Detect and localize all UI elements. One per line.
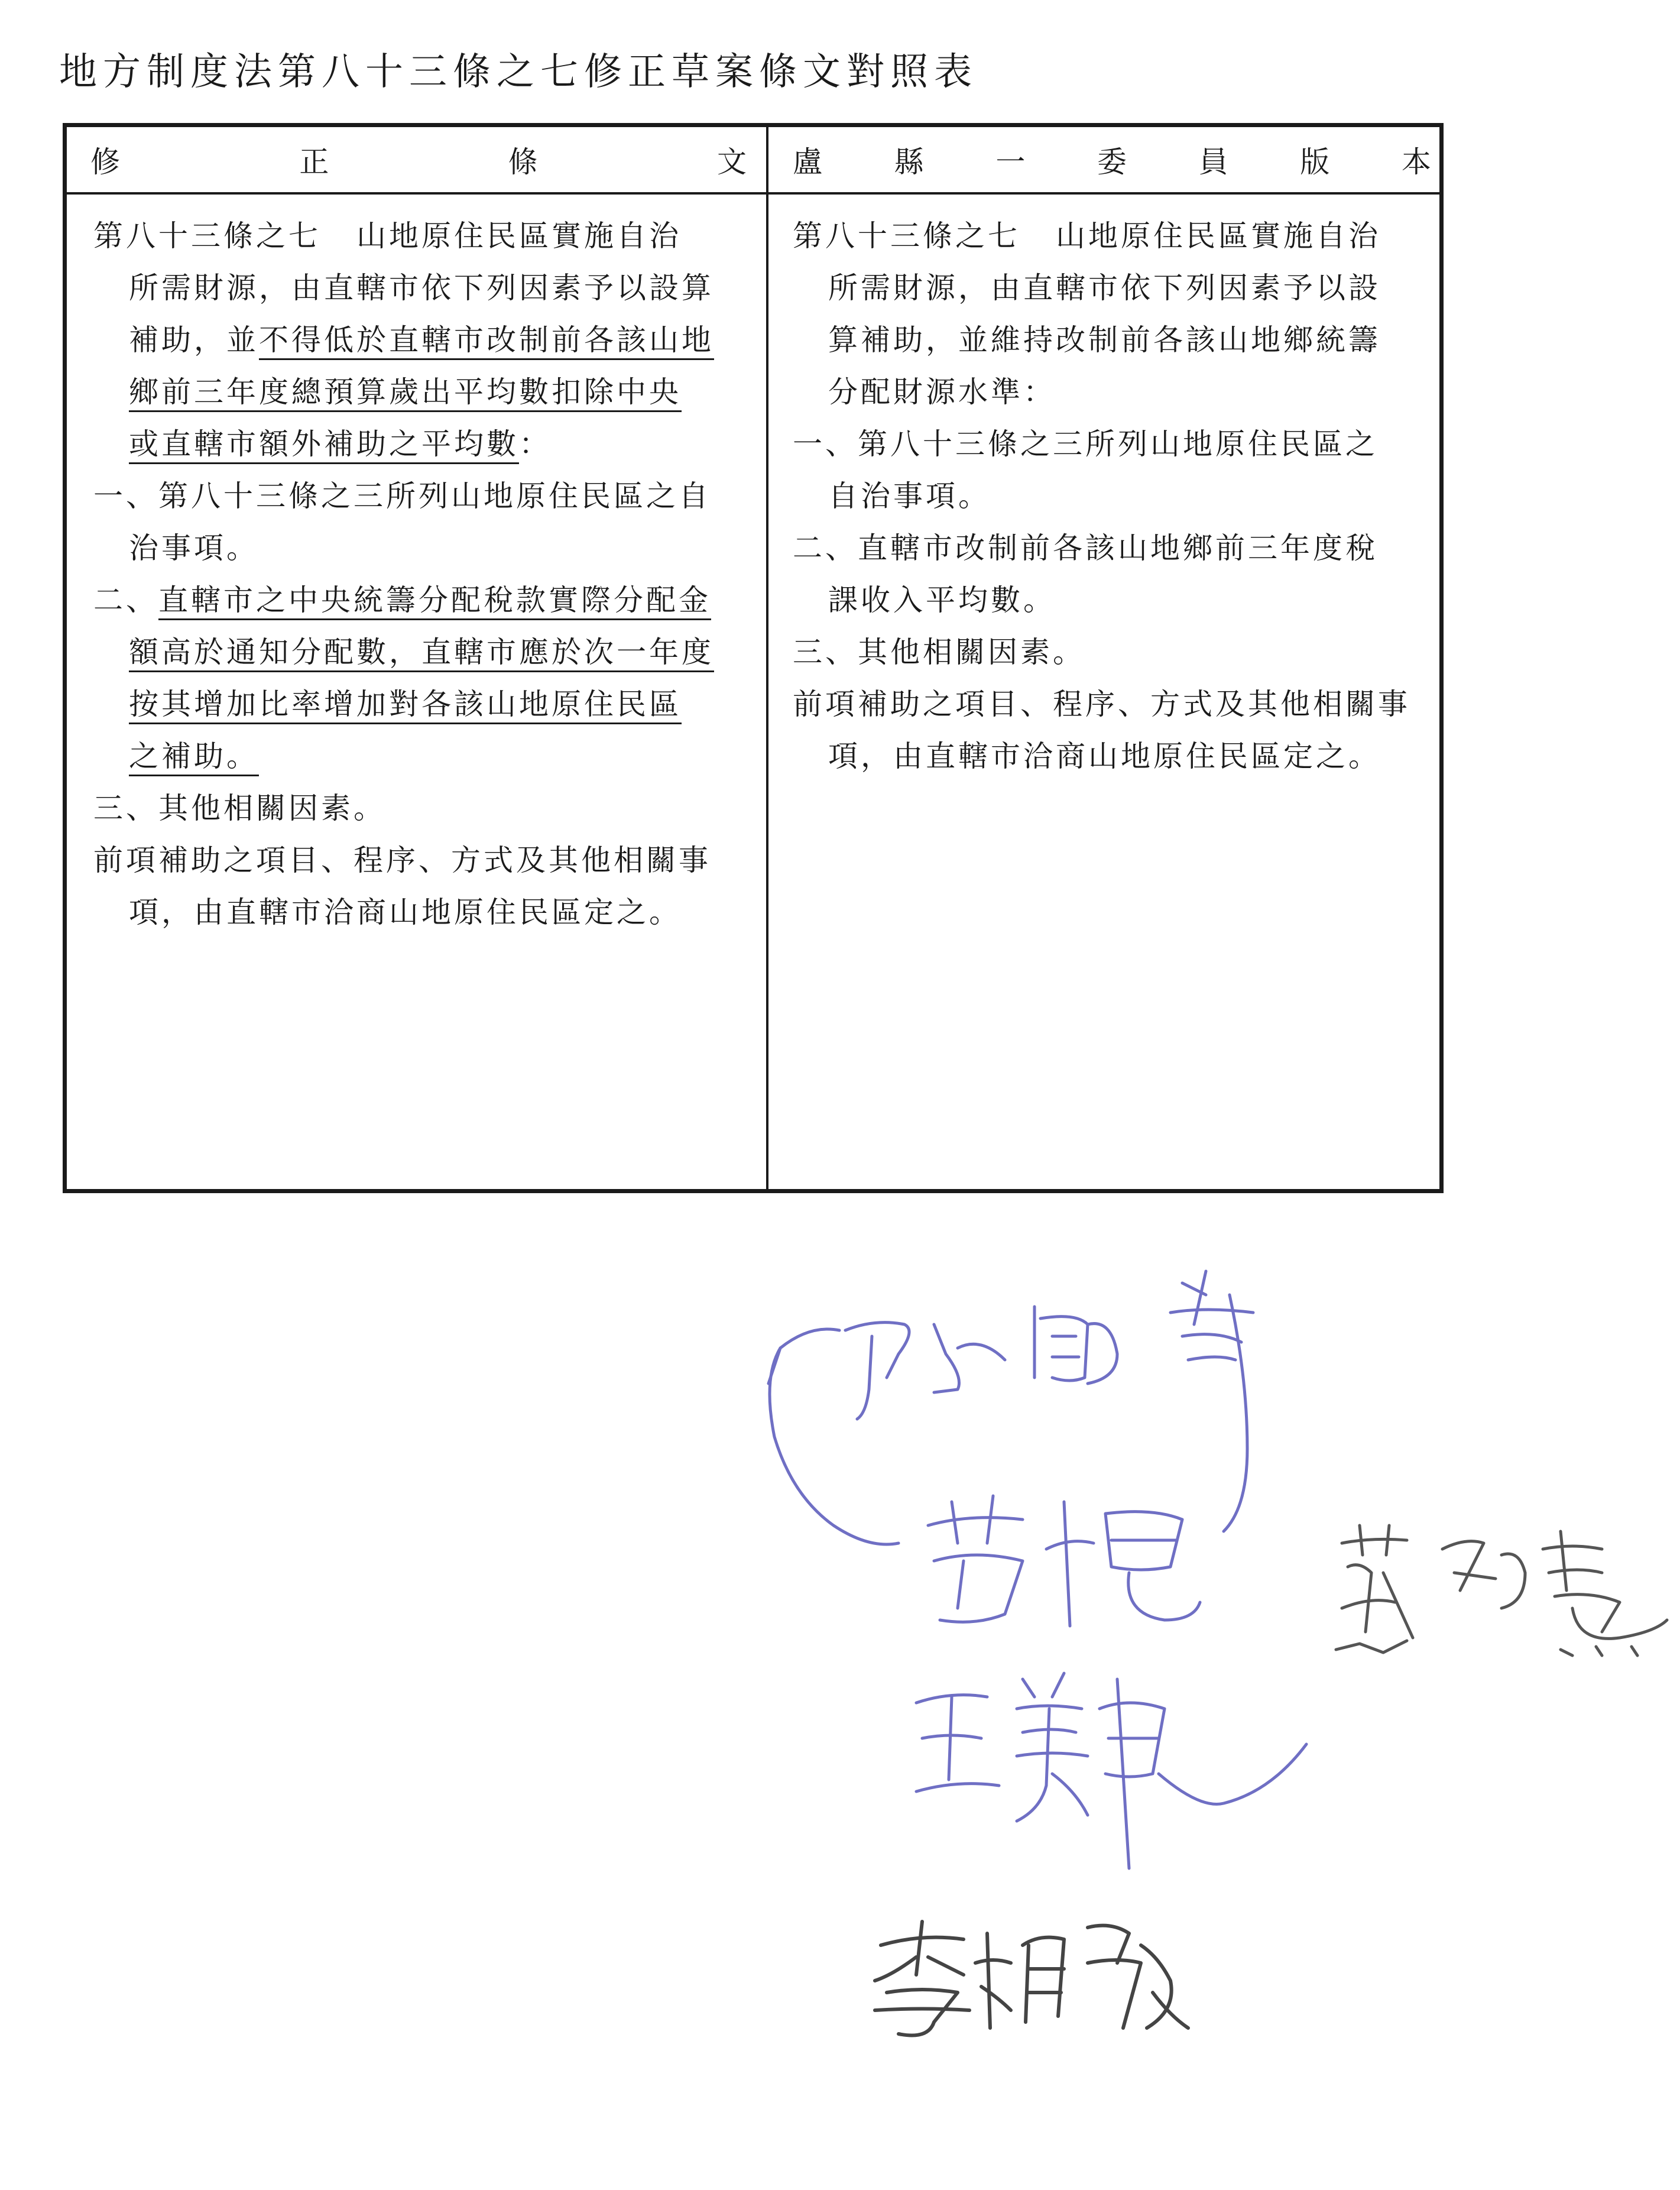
text-line: 前項補助之項目、程序、方式及其他相關事 bbox=[93, 843, 711, 877]
text-line: 三、其他相關因素。 bbox=[93, 791, 386, 825]
text-line: 項，由直轄市洽商山地原住民區定之。 bbox=[129, 895, 682, 929]
amended-segment: 之補助。 bbox=[129, 739, 259, 773]
text-line bbox=[93, 574, 755, 626]
text-line: 一、第八十三條之三所列山地原住民區之自 bbox=[93, 479, 711, 513]
header-left-char: 修 bbox=[90, 145, 120, 179]
signature-3 bbox=[1324, 1514, 1679, 1667]
amended-segment: 不得低於直轄市改制前各該山地 bbox=[259, 323, 714, 357]
signature-5 bbox=[863, 1910, 1194, 2052]
text-line bbox=[93, 626, 755, 678]
column-divider bbox=[766, 127, 768, 1189]
text-line bbox=[93, 678, 755, 730]
amended-text-column bbox=[93, 210, 755, 938]
amended-segment: 額高於通知分配數，直轄市應於次一年度 bbox=[129, 635, 714, 669]
text-segment: ： bbox=[519, 427, 552, 461]
header-left-char: 文 bbox=[716, 145, 747, 179]
header-right-char: 本 bbox=[1401, 145, 1431, 179]
text-line bbox=[93, 366, 755, 418]
text-line bbox=[93, 314, 755, 366]
version-text-column bbox=[793, 210, 1437, 782]
text-line bbox=[93, 730, 755, 782]
text-segment: 山地原住民區實施自治 bbox=[1056, 219, 1381, 253]
header-right-char: 版 bbox=[1300, 145, 1330, 179]
article-number: 第八十三條之七 bbox=[793, 219, 1020, 253]
article-number: 第八十三條之七 bbox=[93, 219, 321, 253]
comparison-table bbox=[63, 123, 1444, 1193]
document-title: 地方制度法第八十三條之七修正草案條文對照表 bbox=[59, 50, 978, 94]
text-line bbox=[93, 418, 755, 470]
text-line: 治事項。 bbox=[129, 531, 259, 565]
item-number: 二、 bbox=[93, 583, 158, 617]
text-line bbox=[793, 210, 1437, 262]
header-left-char: 條 bbox=[508, 145, 538, 179]
text-line: 分配財源水準： bbox=[828, 375, 1056, 409]
text-segment: 山地原住民區實施自治 bbox=[356, 219, 682, 253]
signature-4 bbox=[904, 1656, 1318, 1880]
amended-segment: 或直轄市額外補助之平均數 bbox=[129, 427, 519, 461]
text-line: 所需財源，由直轄市依下列因素予以設 bbox=[828, 271, 1381, 305]
text-segment: 補助，並 bbox=[129, 323, 259, 357]
amended-segment: 直轄市之中央統籌分配稅款實際分配金 bbox=[158, 583, 711, 617]
text-line: 自治事項。 bbox=[828, 479, 991, 513]
amended-segment: 按其增加比率增加對各該山地原住民區 bbox=[129, 687, 682, 721]
header-divider bbox=[67, 192, 1439, 195]
text-line: 二、直轄市改制前各該山地鄉前三年度稅 bbox=[793, 531, 1378, 565]
text-line bbox=[93, 210, 755, 262]
text-line: 三、其他相關因素。 bbox=[793, 635, 1085, 669]
text-line: 算補助，並維持改制前各該山地鄉統籌 bbox=[828, 323, 1381, 357]
header-right-char: 一 bbox=[995, 145, 1026, 179]
text-line: 一、第八十三條之三所列山地原住民區之 bbox=[793, 427, 1378, 461]
header-right bbox=[793, 139, 1431, 180]
text-line: 項，由直轄市洽商山地原住民區定之。 bbox=[828, 739, 1381, 773]
header-right-char: 盧 bbox=[793, 145, 822, 179]
header-right-char: 委 bbox=[1097, 145, 1127, 179]
text-line: 前項補助之項目、程序、方式及其他相關事 bbox=[793, 687, 1410, 721]
header-right-char: 縣 bbox=[894, 145, 924, 179]
header-right-char: 員 bbox=[1198, 145, 1228, 179]
header-left bbox=[90, 139, 747, 180]
text-line: 課收入平均數。 bbox=[828, 583, 1056, 617]
text-line: 所需財源，由直轄市依下列因素予以設算 bbox=[129, 271, 714, 305]
signature-2 bbox=[916, 1478, 1212, 1644]
amended-segment: 鄉前三年度總預算歲出平均數扣除中央 bbox=[129, 375, 682, 409]
header-left-char: 正 bbox=[299, 145, 329, 179]
